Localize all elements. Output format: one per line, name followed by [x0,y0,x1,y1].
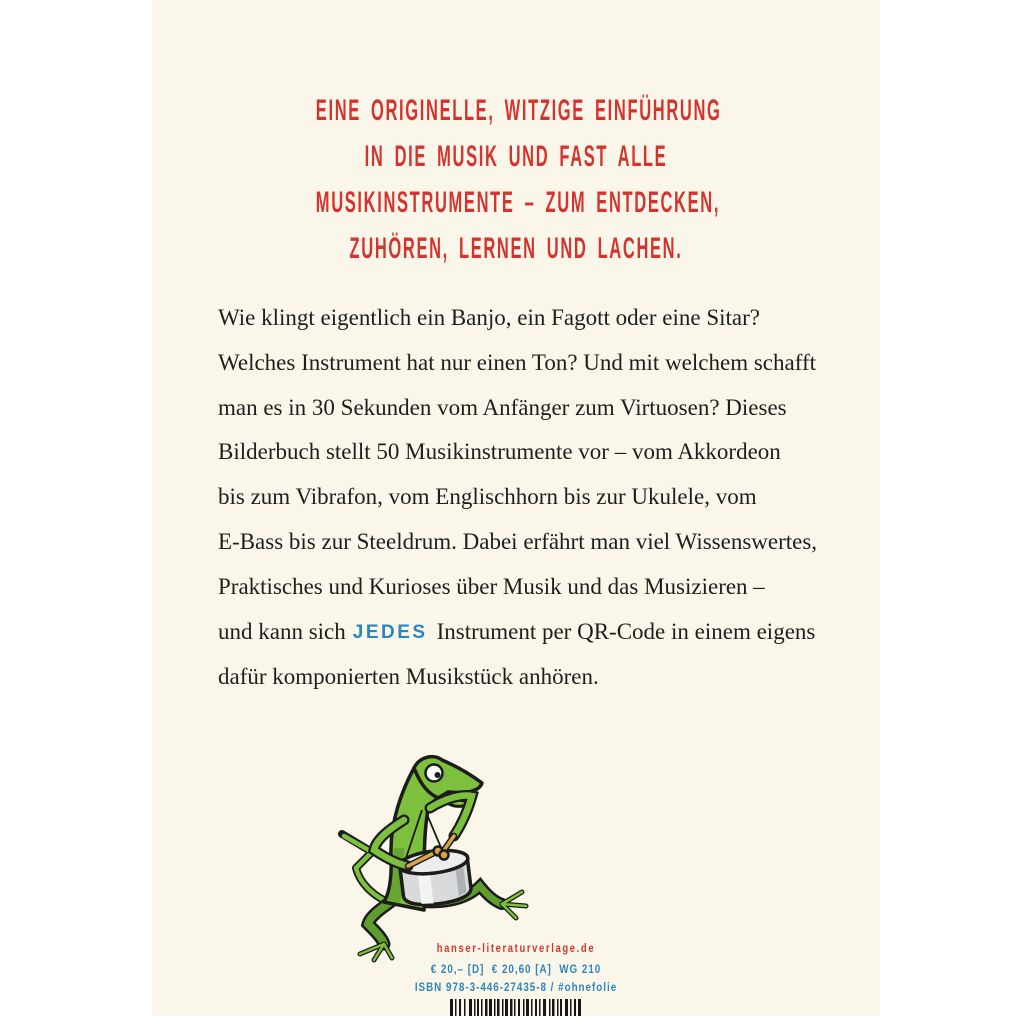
blurb-line: dafür komponierten Musikstück anhören. [218,664,599,690]
price-line: € 20,– [D] € 20,60 [A] WG 210 [430,962,602,976]
blurb-highlight-post: Instrument per QR-Code in einem eigens [436,618,816,644]
blurb-line: bis zum Vibrafon, vom Englischhorn bis zur Ukulele, vom [218,484,757,510]
barcode-graphic [450,999,582,1016]
lizard-drummer-graphic [330,752,540,964]
blurb-highlight-word: JEDES [352,621,428,643]
headline-line: ZUHÖREN, LERNEN UND LACHEN. [349,232,683,265]
blurb-line: Welches Instrument hat nur einen Ton? Und mit welchem schafft [218,349,816,375]
isbn-line: ISBN 978-3-446-27435-8 / #ohnefolie [414,980,618,994]
blurb-line: Bilderbuch stellt 50 Musikinstrumente vor – vom Akkordeon [218,439,781,465]
lizard-drummer-illustration [330,752,540,964]
blurb-line: man es in 30 Sekunden vom Anfänger zum Virtuosen? Dieses [218,394,787,420]
book-back-cover [152,0,880,1016]
blurb-highlight-pre: und kann sich [218,618,346,644]
publisher-url: hanser-literaturverlage.de [436,943,596,955]
blurb-line: Praktisches und Kurioses über Musik und das Musizieren – [218,573,765,599]
headline-line: IN DIE MUSIK UND FAST ALLE [364,140,668,173]
headline-line: EINE ORIGINELLE, WITZIGE EINFÜHRUNG [315,94,722,127]
headline [152,88,880,272]
blurb-text [218,296,828,700]
blurb-line: Wie klingt eigentlich ein Banjo, ein Fagott oder eine Sitar? [218,305,760,330]
headline-line: MUSIKINSTRUMENTE – ZUM ENTDECKEN, [315,186,721,219]
blurb-line-highlight [218,610,828,656]
blurb-line: E-Bass bis zur Steeldrum. Dabei erfährt man viel Wissenswertes, [218,528,818,554]
barcode [450,999,582,1016]
